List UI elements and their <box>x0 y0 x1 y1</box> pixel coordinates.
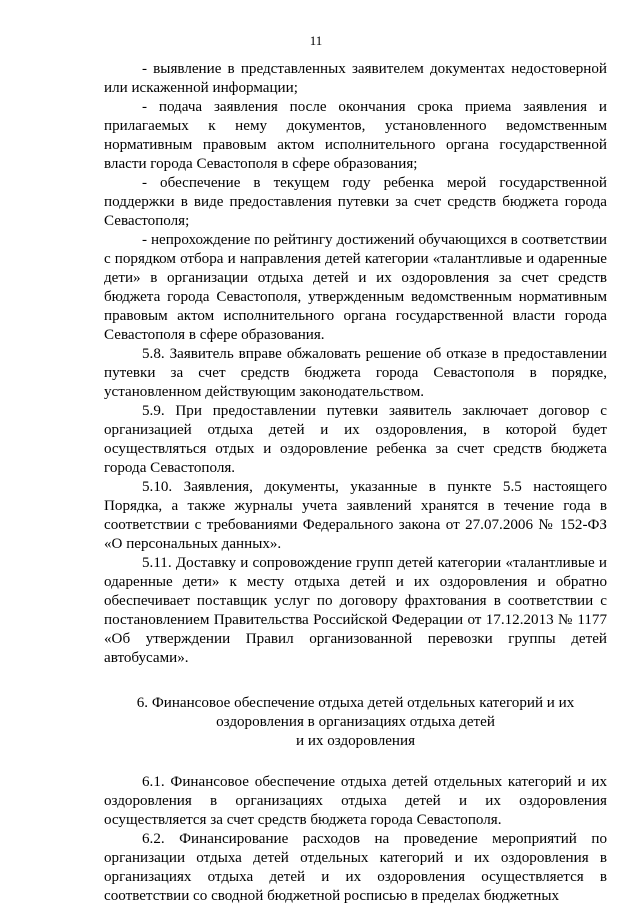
paragraph-6-1: 6.1. Финансовое обеспечение отдыха детей отдельных категорий и их оздоровления в организациях отдыха детей и их оздоровления осуществляется за счет средств бюджета города Севастополя. <box>104 774 607 828</box>
document-body <box>104 60 607 906</box>
paragraph-grounds-rating: - непрохождение по рейтингу достижений обучающихся в соответствии с порядком отбора и направления детей категории «талантливые и одаренные дети» в организации отдыха детей и их оздоровления за счет средств бюджета города Севастополя, утвержденным ведомственным нормативным правовым актом исполнительного органа государственной власти города Севастополя в сфере образования. <box>104 232 607 343</box>
paragraph-grounds-already-provided: - обеспечение в текущем году ребенка мерой государственной поддержки в виде предоставления путевки за счет средств бюджета города Севастополя; <box>104 175 607 229</box>
paragraph-5-10: 5.10. Заявления, документы, указанные в пункте 5.5 настоящего Порядка, а также журналы учета заявлений хранятся в течение года в соответствии с требованиями Федерального закона от 27.07.2006 № 152-ФЗ «О персональных данных». <box>104 479 607 552</box>
section-6-heading <box>104 694 607 751</box>
paragraph-5-11: 5.11. Доставку и сопровождение групп детей категории «талантливые и одаренные дети» к месту отдыха детей и их оздоровления и обратно обеспечивает поставщик услуг по договору фрахтования в соответствии с постановлением Правительства Российской Федерации от 17.12.2013 № 1177 «Об утверждении Правил организованной перевозки группы детей автобусами». <box>104 555 607 666</box>
section-heading-line-2: оздоровления в организациях отдыха детей <box>216 714 495 730</box>
paragraph-5-9: 5.9. При предоставлении путевки заявитель заключает договор с организацией отдыха детей и их оздоровления, в которой будет осуществляться отдых и оздоровление ребенка за счет средств бюджета города Севастополя. <box>104 403 607 476</box>
paragraph-grounds-unreliable-info: - выявление в представленных заявителем документах недостоверной или искаженной информации; <box>104 61 607 96</box>
page-number: 11 <box>309 33 323 48</box>
section-heading-line-1: 6. Финансовое обеспечение отдыха детей отдельных категорий и их <box>136 695 575 711</box>
paragraph-5-8: 5.8. Заявитель вправе обжаловать решение об отказе в предоставлении путевки за счет средств бюджета города Севастополя в порядке, установленном действующим законодательством. <box>104 346 607 400</box>
section-heading-line-3: и их оздоровления <box>295 733 416 749</box>
paragraph-6-2: 6.2. Финансирование расходов на проведение мероприятий по организации отдыха детей отдельных категорий и их оздоровления в организациях отдыха детей и их оздоровления осуществляется в соответствии со сводной бюджетной росписью в пределах бюджетных <box>104 831 607 904</box>
paragraph-grounds-late-application: - подача заявления после окончания срока приема заявления и прилагаемых к нему документов, установленного ведомственным нормативным правовым актом исполнительного органа государственной власти города Севастополя в сфере образования; <box>104 99 607 172</box>
